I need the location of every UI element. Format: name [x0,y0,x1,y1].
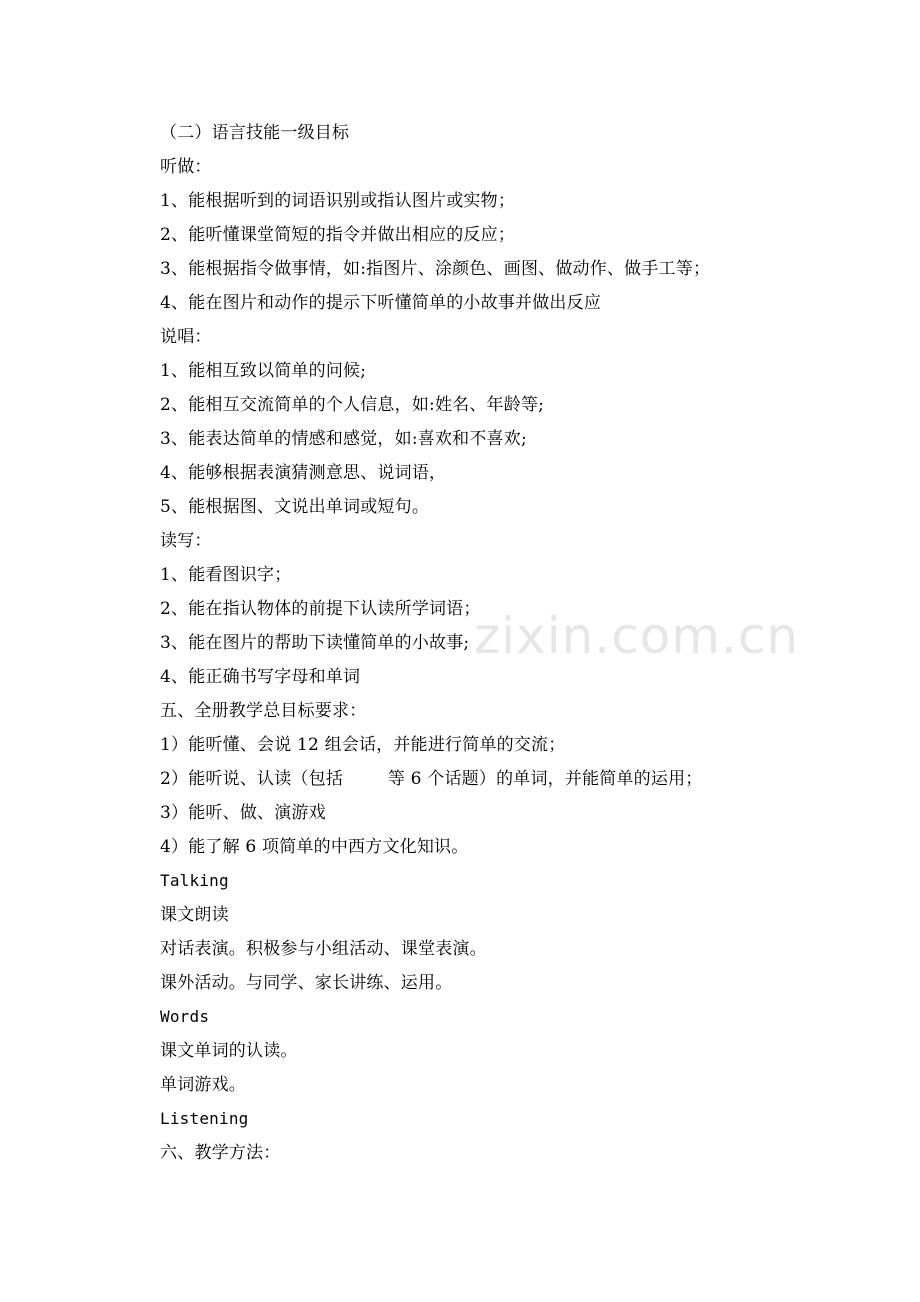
subheading-read-write: 读写： [160,531,212,551]
list-item: 1、能根据听到的词语识别或指认图片或实物； [160,191,516,211]
list-item: 5、能根据图、文说出单词或短句。 [160,497,430,517]
list-item: 1）能听懂、会说 12 组会话，并能进行简单的交流； [160,735,566,755]
label-words: Words [160,1007,210,1026]
text-line: 单词游戏。 [160,1075,246,1095]
list-item: 1、能看图识字； [160,565,292,585]
list-item: 2、能听懂课堂简短的指令并做出相应的反应； [160,225,516,245]
list-item: 3、能在图片的帮助下读懂简单的小故事; [160,633,470,653]
list-item: 4、能够根据表演猜测意思、说词语， [160,463,447,483]
label-talking: Talking [160,871,229,890]
section-heading-overall-goals: 五、全册教学总目标要求： [160,701,367,721]
subheading-speak-sing: 说唱： [160,327,212,347]
text-line: 课文单词的认读。 [160,1041,298,1061]
section-heading-teaching-methods: 六、教学方法： [160,1143,281,1163]
list-item: 1、能相互致以简单的问候; [160,361,367,381]
list-item: 3）能听、做、演游戏 [160,803,326,823]
list-item: 3、能根据指令做事情，如:指图片、涂颜色、画图、做动作、做手工等； [160,259,711,279]
text-line: 课外活动。与同学、家长讲练、运用。 [160,973,453,993]
text-line: 课文朗读 [160,905,229,925]
list-item: 3、能表达简单的情感和感觉，如:喜欢和不喜欢; [160,429,527,449]
watermark: zixin.com.cn [474,607,800,665]
list-item: 2）能听说、认读（包括 等 6 个话题）的单词，并能简单的运用； [160,769,703,789]
text-line: 对话表演。积极参与小组活动、课堂表演。 [160,939,487,959]
list-item: 2、能相互交流简单的个人信息，如:姓名、年龄等; [160,395,545,415]
list-item: 2、能在指认物体的前提下认读所学词语； [160,599,481,619]
subheading-listen-do: 听做： [160,157,212,177]
list-item: 4、能在图片和动作的提示下听懂简单的小故事并做出反应 [160,293,602,313]
label-listening: Listening [160,1109,249,1128]
list-item: 4、能正确书写字母和单词 [160,667,361,687]
list-item: 4）能了解 6 项简单的中西方文化知识。 [160,837,469,857]
section-heading-language-skills: （二）语言技能一级目标 [160,123,350,143]
